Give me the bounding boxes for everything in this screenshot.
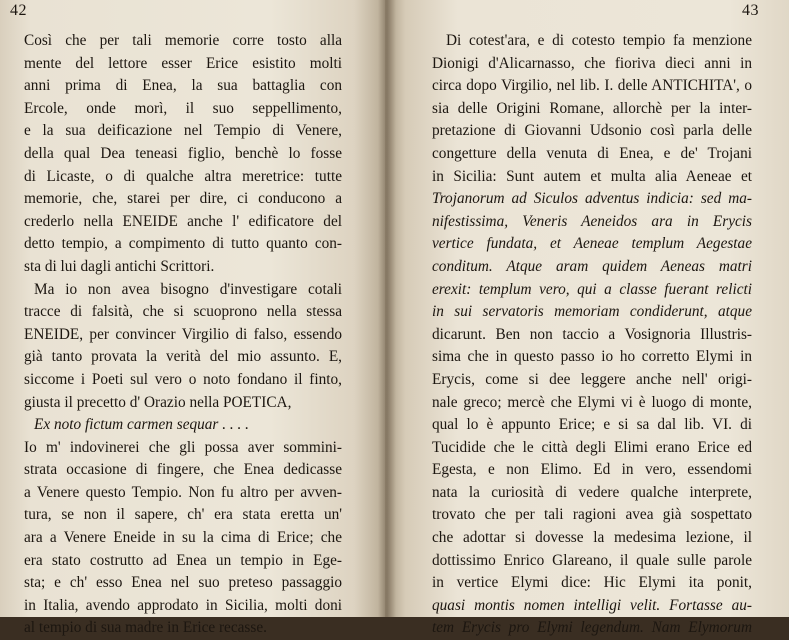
page-number-right: 43 (742, 2, 759, 19)
text-line: crederlo nella ENEIDE anche l' edificatore del (24, 212, 342, 230)
text-line: memorie, che, starei per dire, ci conducono a (24, 190, 342, 208)
text-line: trovato che per tali ragioni avea già sospettato (432, 506, 752, 524)
text-line: che adottar si dovesse la medesima lezione, il (432, 529, 752, 547)
latin-text-line: conditum. Atque aram quidem Aeneas matri (432, 257, 752, 275)
page-number-left: 42 (10, 2, 27, 19)
latin-text-line: in sui servatoris memoriam condiderunt, atque (432, 303, 752, 321)
text-line: al tempio di sua madre in Erice recasse. (24, 619, 267, 637)
text-line: Ercole, onde morì, il suo seppellimento, (24, 99, 342, 117)
text-line: qual lo è appunto Erice; e si sa dal lib. VI. di (432, 416, 752, 434)
book-gutter (378, 0, 396, 617)
text-line: Egesta, e non Elimo. Ed in vero, essendomi (432, 461, 752, 479)
text-line: strata occasione di fingere, che Enea dedicasse (24, 461, 342, 479)
left-page (0, 0, 385, 637)
text-line: anni prima di Enea, la sua battaglia con (24, 77, 342, 95)
text-line: congetture della venuta di Enea, e de' Trojani (432, 144, 752, 162)
text-line: a Venere questo Tempio. Non fu altro per avven- (24, 483, 342, 501)
latin-text-line: quasi montis nomen intelligi velit. Fortasse au- (432, 596, 752, 614)
text-line: sta; e ch' esso Enea nel suo preteso passaggio (24, 574, 342, 592)
text-line: nata la curiosità di vedere qualche interprete, (432, 483, 752, 501)
text-line: sima che in questo passo io ho corretto Elymi in (432, 348, 752, 366)
latin-quote-line: Ex noto fictum carmen sequar . . . . (34, 416, 249, 434)
left-page-text (24, 30, 342, 640)
text-line: Erycis, come si dee leggere anche nell' origi- (432, 370, 752, 388)
latin-text-line: Trojanorum ad Siculos adventus indicia: sed ma- (432, 190, 752, 208)
text-line: mente del lettore esser Erice esistito molti (24, 54, 342, 72)
latin-text-line: nifestissima, Veneris Aeneidos ara in Erycis (432, 212, 752, 230)
text-line: già tanto provata la verità del mio assunto. E, (24, 348, 342, 366)
text-line: ara a Venere Eneide in su la cima di Erice; che (24, 529, 342, 547)
text-line: tracce di falsità, che si scuoprono nella stessa (24, 303, 342, 321)
text-line: dottissimo Enrico Glareano, il quale sulle parole (432, 551, 752, 569)
text-line: Di cotest'ara, e di cotesto tempio fa menzione (446, 32, 752, 49)
text-line: e la sua deificazione nel Tempio di Venere, (24, 122, 342, 140)
text-line: della qual Dea teneasi figlio, benchè lo fosse (24, 144, 342, 162)
text-line: di Licaste, o di qualche altra meretrice: tutte (24, 167, 342, 185)
text-line: giusta il precetto d' Orazio nella POETICA, (24, 393, 292, 411)
right-page (385, 0, 789, 637)
text-line: era stato costrutto ad Enea un tempio in Ege- (24, 551, 342, 569)
latin-text-line: erexit: templum vero, qui a classe fuerant relicti (432, 280, 752, 298)
text-line: circa dopo Virgilio, nel lib. I. delle ANTICHITA', o (432, 77, 752, 95)
text-line: ENEIDE, per convincer Virgilio di falso, essendo (24, 325, 342, 343)
text-line: detto tempio, a compimento di tutto quanto con- (24, 235, 342, 253)
text-line: Ma io non avea bisogno d'investigare cotali (34, 280, 342, 298)
text-line: dicarunt. Ben non taccio a Vosignoria Illustris- (432, 325, 752, 343)
text-line: Così che per tali memorie corre tosto alla (24, 32, 342, 49)
text-line: Tucidide che le città degli Elimi erano Erice ed (432, 438, 752, 456)
latin-text-line: vertice fundata, et Aeneae templum Aegestae (432, 235, 752, 253)
text-line: tura, se non il sapere, ch' era stata eretta un' (24, 506, 342, 524)
text-line: in vertice Elymi dice: Hic Elymi ita ponit, (432, 574, 752, 592)
text-line: in Sicilia: Sunt autem et multa alia Aeneae et (432, 167, 752, 185)
text-line: sta di lui dagli antichi Scrittori. (24, 257, 215, 275)
text-line: Dionigi d'Alicarnasso, che fioriva dieci anni in (432, 54, 752, 72)
text-line: sia delle Origini Romane, allorchè per la inter- (432, 99, 752, 117)
latin-text-line: tem Erycis pro Elymi legendum. Nam Elymorum (432, 619, 752, 637)
text-line: in Italia, avendo approdato in Sicilia, molti doni (24, 596, 342, 614)
text-line: nale greco; mercè che Elymi vi è luogo di monte, (432, 393, 752, 411)
text-line: pretazione di Giovanni Udsonio così parla delle (432, 122, 752, 140)
text-line: siccome i Poeti sul vero o noto fondano il finto, (24, 370, 342, 388)
text-line: Io m' indovinerei che gli possa aver sommini- (24, 438, 342, 456)
right-page-text (432, 30, 752, 640)
